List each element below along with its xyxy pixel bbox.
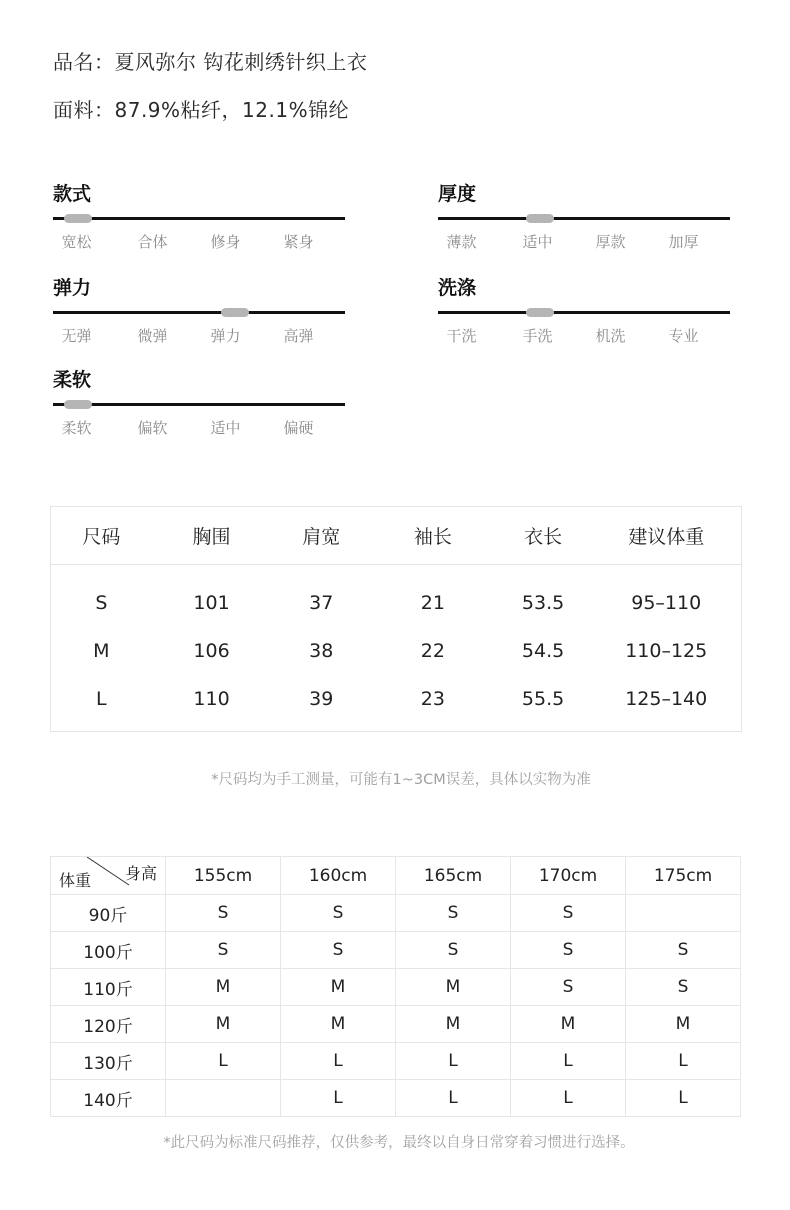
size-cell: S — [396, 895, 511, 932]
size-table — [50, 506, 742, 732]
product-fabric: 面料：87.9%粘纤，12.1%锦纶 — [53, 98, 350, 122]
table-row — [51, 627, 741, 675]
scale-title: 洗涤 — [438, 277, 477, 299]
table-cell: 101 — [193, 592, 230, 614]
scale-options — [438, 325, 730, 346]
recommend-header-row — [51, 857, 741, 895]
size-header-cell: 肩宽 — [302, 526, 341, 548]
scale-option: 偏软 — [137, 419, 168, 437]
size-cell: S — [166, 895, 281, 932]
scale-option: 手洗 — [522, 327, 553, 345]
table-row — [51, 675, 741, 723]
size-cell: S — [396, 932, 511, 969]
scale-2 — [53, 275, 345, 346]
size-cell: L — [396, 1080, 511, 1117]
size-cell: S — [281, 895, 396, 932]
table-row — [51, 579, 741, 627]
scale-option: 适中 — [210, 419, 241, 437]
size-cell: S — [166, 932, 281, 969]
scale-option: 加厚 — [668, 233, 699, 251]
size-cell: S — [511, 969, 626, 1006]
size-cell: S — [626, 932, 741, 969]
scale-track — [53, 211, 345, 225]
size-cell: L — [511, 1043, 626, 1080]
weight-cell: 140斤 — [51, 1080, 166, 1117]
height-header: 175cm — [626, 857, 741, 895]
scale-option: 薄款 — [446, 233, 477, 251]
scale-option: 柔软 — [61, 419, 92, 437]
size-cell: L — [166, 1043, 281, 1080]
table-cell: S — [95, 592, 108, 614]
table-cell: 125–140 — [625, 688, 708, 710]
table-cell: 110 — [193, 688, 230, 710]
scale-title: 柔软 — [53, 369, 92, 391]
scale-option: 紧身 — [283, 233, 314, 251]
size-note: *尺码均为手工测量，可能有1~3CM误差，具体以实物为准 — [211, 772, 591, 788]
scale-option: 无弹 — [61, 327, 92, 345]
recommend-note: *此尺码为标准尺码推荐，仅供参考，最终以自身日常穿着习惯进行选择。 — [163, 1135, 635, 1151]
size-cell: L — [281, 1080, 396, 1117]
scale-track — [53, 305, 345, 319]
size-cell: M — [396, 969, 511, 1006]
size-header-cell: 尺码 — [82, 526, 121, 548]
scale-option: 专业 — [668, 327, 699, 345]
height-header: 170cm — [511, 857, 626, 895]
table-cell: M — [93, 640, 110, 662]
scale-options — [438, 231, 730, 252]
table-row — [51, 1006, 741, 1043]
table-row — [51, 969, 741, 1006]
table-row — [51, 1080, 741, 1117]
scale-option: 干洗 — [446, 327, 477, 345]
size-header-cell: 胸围 — [192, 526, 231, 548]
size-cell: M — [396, 1006, 511, 1043]
size-cell: M — [281, 1006, 396, 1043]
scale-line — [53, 403, 345, 406]
table-row — [51, 932, 741, 969]
table-cell: 22 — [420, 640, 445, 662]
scale-line — [53, 217, 345, 220]
size-cell: S — [281, 932, 396, 969]
scale-track — [53, 397, 345, 411]
size-cell: S — [511, 932, 626, 969]
corner-cell — [51, 857, 166, 895]
scale-4 — [53, 367, 345, 438]
weight-cell: 100斤 — [51, 932, 166, 969]
scale-option: 偏硬 — [283, 419, 314, 437]
scale-line — [53, 311, 345, 314]
size-cell: M — [166, 1006, 281, 1043]
table-cell: 106 — [193, 640, 230, 662]
size-table-body — [51, 565, 741, 723]
size-recommend-table — [50, 856, 741, 1117]
weight-cell: 130斤 — [51, 1043, 166, 1080]
size-cell — [166, 1080, 281, 1117]
scale-option: 微弹 — [137, 327, 168, 345]
scale-line — [438, 217, 730, 220]
scale-option: 机洗 — [595, 327, 626, 345]
scale-option: 适中 — [522, 233, 553, 251]
scale-1 — [438, 181, 730, 252]
table-cell: 55.5 — [521, 688, 565, 710]
scale-title: 厚度 — [438, 183, 477, 205]
table-row — [51, 1043, 741, 1080]
size-header-cell: 建议体重 — [628, 526, 705, 548]
scale-title: 款式 — [53, 183, 92, 205]
scale-option: 弹力 — [210, 327, 241, 345]
table-row — [51, 895, 741, 932]
scale-line — [438, 311, 730, 314]
table-cell: 38 — [309, 640, 334, 662]
height-header: 165cm — [396, 857, 511, 895]
weight-cell: 90斤 — [51, 895, 166, 932]
height-header: 155cm — [166, 857, 281, 895]
size-header-cell: 衣长 — [524, 526, 563, 548]
scale-0 — [53, 181, 345, 252]
size-cell — [626, 895, 741, 932]
scale-3 — [438, 275, 730, 346]
scale-option: 修身 — [210, 233, 241, 251]
weight-cell: 120斤 — [51, 1006, 166, 1043]
size-cell: M — [281, 969, 396, 1006]
size-cell: L — [396, 1043, 511, 1080]
size-header-cell: 袖长 — [413, 526, 452, 548]
scale-options — [53, 325, 345, 346]
corner-weight-label: 体重 — [59, 871, 92, 890]
scale-option: 宽松 — [61, 233, 92, 251]
size-table-header — [51, 507, 741, 565]
scale-indicator — [526, 214, 554, 223]
size-cell: M — [166, 969, 281, 1006]
scale-options — [53, 417, 345, 438]
scale-option: 合体 — [137, 233, 168, 251]
scale-title: 弹力 — [53, 277, 92, 299]
product-name: 品名：夏风弥尔 钩花刺绣针织上衣 — [53, 50, 368, 74]
scale-options — [53, 231, 345, 252]
scale-indicator — [64, 214, 92, 223]
table-cell: 39 — [309, 688, 334, 710]
size-cell: L — [626, 1043, 741, 1080]
table-cell: 21 — [420, 592, 445, 614]
corner-height-label: 身高 — [124, 864, 157, 883]
scale-option: 高弹 — [283, 327, 314, 345]
size-cell: S — [626, 969, 741, 1006]
size-cell: L — [626, 1080, 741, 1117]
size-cell: M — [511, 1006, 626, 1043]
table-cell: L — [96, 688, 107, 710]
size-cell: S — [511, 895, 626, 932]
table-cell: 37 — [309, 592, 334, 614]
table-cell: 23 — [420, 688, 445, 710]
table-cell: 95–110 — [631, 592, 702, 614]
size-cell: L — [511, 1080, 626, 1117]
table-cell: 54.5 — [521, 640, 565, 662]
scale-track — [438, 305, 730, 319]
scale-indicator — [64, 400, 92, 409]
table-cell: 53.5 — [521, 592, 565, 614]
scale-track — [438, 211, 730, 225]
scale-indicator — [526, 308, 554, 317]
size-cell: L — [281, 1043, 396, 1080]
size-cell: M — [626, 1006, 741, 1043]
scale-option: 厚款 — [595, 233, 626, 251]
weight-cell: 110斤 — [51, 969, 166, 1006]
scale-indicator — [221, 308, 249, 317]
table-cell: 110–125 — [625, 640, 708, 662]
height-header: 160cm — [281, 857, 396, 895]
